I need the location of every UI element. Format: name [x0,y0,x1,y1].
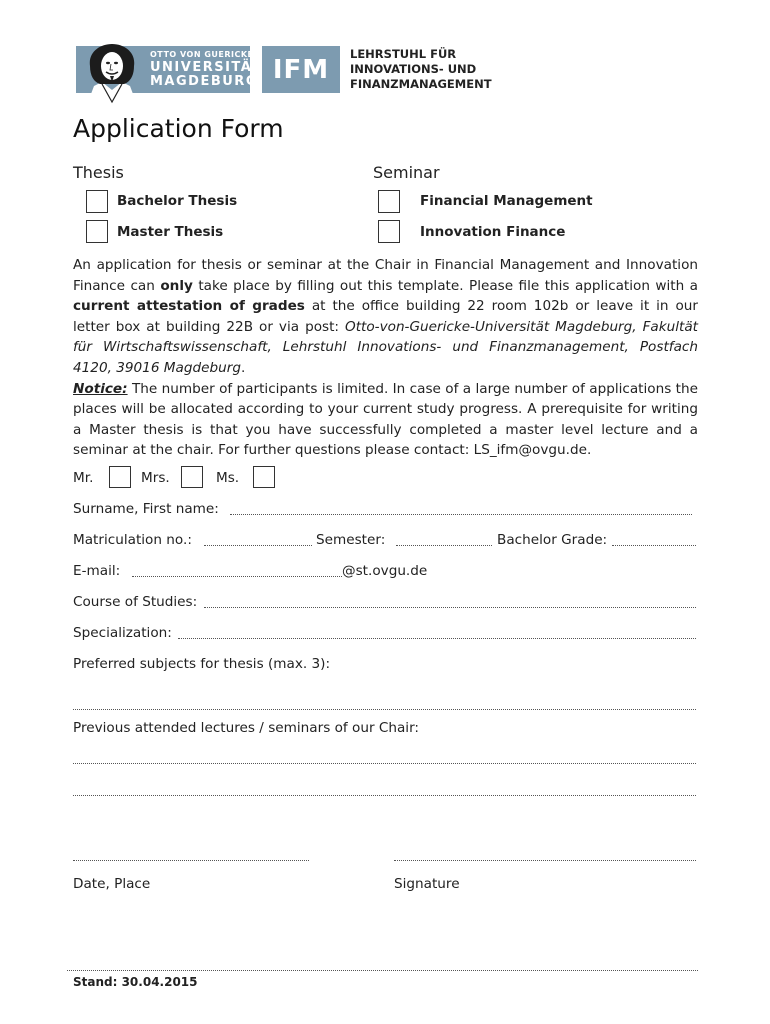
thesis-heading: Thesis [73,163,124,182]
signature-label: Signature [394,876,460,892]
footer-divider [67,970,698,971]
seminar-heading: Seminar [373,163,440,182]
page-title: Application Form [73,114,284,143]
intro-text-a: An application for thesis or seminar at the Chair in Financial Management and Innovation Finance can [73,257,698,294]
master-thesis-checkbox[interactable] [86,220,108,243]
guericke-portrait-icon [84,42,140,104]
innovation-finance-checkbox[interactable] [378,220,400,243]
uni-name-small: OTTO VON GUERICKE [150,50,254,59]
previous-lectures-label: Previous attended lectures / seminars of our Chair: [73,720,420,736]
chair-line-3: FINANZMANAGEMENT [350,77,492,91]
matriculation-label: Matriculation no.: [73,532,192,548]
chair-line-2: INNOVATIONS- UND [350,62,477,76]
matriculation-field[interactable] [204,545,312,546]
chair-name [350,47,492,92]
notice-text: The number of participants is limited. In case of a large number of applications the places will be allocated according to your current study progress. A prerequisite for writing a Master thesis is that you have successfully completed a master level lecture and a seminar at the chair. For further questions please contact: LS_ifm@ovgu.de. [73,380,698,459]
date-place-label: Date, Place [73,876,151,892]
postal-address: Otto-von-Guericke-Universität Magdeburg, Fakultät für Wirtschaftswissenschaft, Lehrstuhl Innovations- und Finanzmanagement, Postfach 4120, 39016 Magdeburg [73,318,698,376]
name-field[interactable] [230,514,692,515]
email-field[interactable] [132,576,342,577]
semester-label: Semester: [316,532,386,548]
email-label: E-mail: [73,563,121,579]
ms-label: Ms. [216,470,240,486]
bachelor-grade-field[interactable] [612,545,696,546]
chair-line-1: LEHRSTUHL FÜR [350,47,457,61]
uni-name-line2: UNIVERSITÄT [150,60,262,75]
master-thesis-label: Master Thesis [117,224,224,240]
intro-end: . [240,359,246,376]
signature-field[interactable] [394,860,696,861]
previous-lectures-field-2[interactable] [73,795,696,796]
bachelor-thesis-checkbox[interactable] [86,190,108,213]
intro-attestation: current attestation of grades [73,298,305,315]
ifm-logo: IFM [262,46,340,93]
mr-checkbox[interactable] [109,466,131,488]
email-suffix: @st.ovgu.de [342,563,428,579]
course-label: Course of Studies: [73,594,198,610]
innovation-finance-label: Innovation Finance [420,224,566,240]
ms-checkbox[interactable] [253,466,275,488]
specialization-field[interactable] [178,638,696,639]
date-place-field[interactable] [73,860,309,861]
intro-text-b: take place by filling out this template. Please file this application with a [192,277,698,294]
intro-text-c: at the office building 22 room 102b or leave it in our letter box at building 22B or via post: [73,298,698,335]
stand-date: Stand: 30.04.2015 [73,975,198,989]
bachelor-grade-label: Bachelor Grade: [497,532,608,548]
mrs-checkbox[interactable] [181,466,203,488]
intro-paragraph [73,255,698,461]
bachelor-thesis-label: Bachelor Thesis [117,193,238,209]
financial-management-label: Financial Management [420,193,593,209]
semester-field[interactable] [396,545,492,546]
intro-only: only [160,277,193,294]
financial-management-checkbox[interactable] [378,190,400,213]
notice-label: Notice: [73,380,128,397]
mr-label: Mr. [73,470,94,486]
uni-name-line3: MAGDEBURG [150,74,258,89]
course-field[interactable] [204,607,696,608]
preferred-subjects-label: Preferred subjects for thesis (max. 3): [73,656,331,672]
previous-lectures-field-1[interactable] [73,763,696,764]
preferred-subjects-field[interactable] [73,709,696,710]
name-label: Surname, First name: [73,501,219,517]
specialization-label: Specialization: [73,625,172,641]
mrs-label: Mrs. [141,470,170,486]
